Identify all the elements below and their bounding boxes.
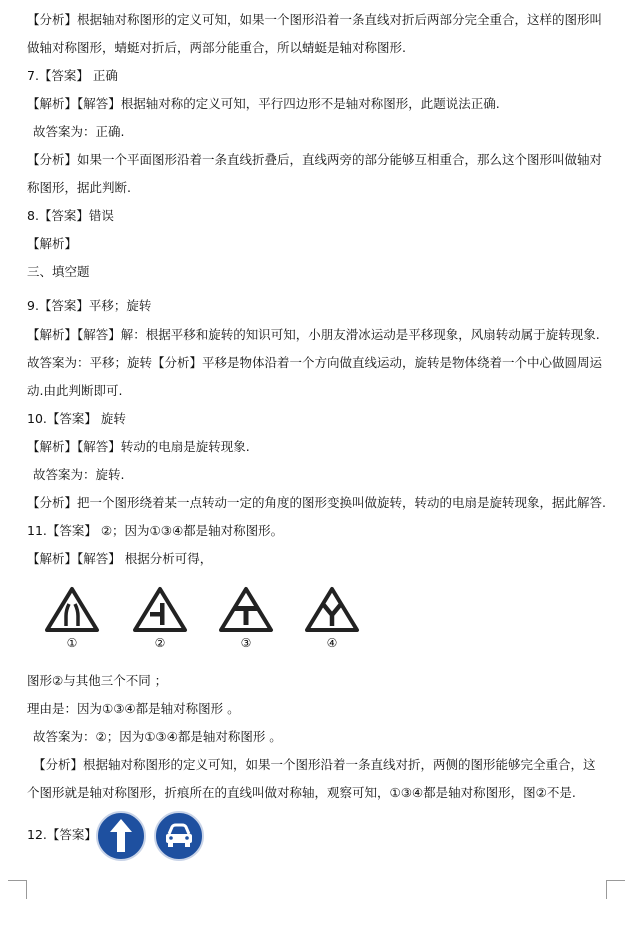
answer-sign-2	[153, 810, 205, 862]
sign-figure-2	[128, 586, 192, 650]
car-sign-icon	[153, 810, 205, 862]
sign-label-2: ②	[154, 636, 166, 650]
text-line-7: 称图形，据此判断.	[27, 180, 131, 195]
sign-figure-4	[300, 586, 364, 650]
narrow-road-sign-icon	[44, 586, 100, 634]
crop-mark-left	[8, 880, 27, 899]
text-line-24: 【分析】根据轴对称图形的定义可知，如果一个图形沿着一条直线对折，两侧的图形能够完全重合，这	[33, 757, 596, 772]
text-line-17: 故答案为：旋转.	[33, 467, 125, 482]
text-line-11: 9.【答案】平移；旋转	[27, 298, 152, 313]
text-line-16: 【解析】【解答】转动的电扇是旋转现象.	[27, 439, 250, 454]
text-line-5: 故答案为：正确.	[33, 124, 125, 139]
sign-label-1: ①	[66, 636, 78, 650]
side-road-sign-icon	[132, 586, 188, 634]
straight-ahead-sign-icon	[95, 810, 147, 862]
y-junction-sign-icon	[304, 586, 360, 634]
crop-mark-right	[606, 880, 625, 899]
text-line-20: 【解析】【解答】 根据分析可得，	[27, 551, 213, 566]
text-line-21: 图形②与其他三个不同 ；	[27, 673, 168, 688]
text-line-4: 【解析】【解答】根据轴对称的定义可知，平行四边形不是轴对称图形，此题说法正确.	[27, 96, 500, 111]
text-line-9: 【解析】	[27, 236, 78, 251]
text-line-18: 【分析】把一个图形绕着某一点转动一定的角度的图形变换叫做旋转，转动的电扇是旋转现象，据此解答.	[27, 495, 606, 510]
t-junction-sign-icon	[218, 586, 274, 634]
text-line-1: 【分析】根据轴对称图形的定义可知，如果一个图形沿着一条直线对折后两部分完全重合，这样的图形叫	[27, 12, 603, 27]
sign-figure-1	[40, 586, 104, 650]
text-line-3: 7.【答案】 正确	[27, 68, 118, 83]
sign-label-4: ④	[326, 636, 338, 650]
text-line-22: 理由是：因为①③④都是轴对称图形 。	[27, 701, 240, 716]
text-line-8: 8.【答案】错误	[27, 208, 114, 223]
text-line-13: 故答案为：平移；旋转【分析】平移是物体沿着一个方向做直线运动，旋转是物体绕着一个中心做圆周运	[27, 355, 603, 370]
text-line-26: 12.【答案】	[27, 827, 97, 842]
section-heading: 三、填空题	[27, 264, 90, 279]
text-line-25: 个图形就是轴对称图形，折痕所在的直线叫做对称轴，观察可知，①③④都是轴对称图形，图②不是.	[27, 785, 576, 800]
text-line-6: 【分析】如果一个平面图形沿着一条直线折叠后，直线两旁的部分能够互相重合，那么这个图形叫做轴对	[27, 152, 603, 167]
text-line-23: 故答案为：②；因为①③④都是轴对称图形 。	[33, 729, 282, 744]
text-line-14: 动.由此判断即可.	[27, 383, 123, 398]
answer-sign-1	[95, 810, 147, 862]
sign-label-3: ③	[240, 636, 252, 650]
text-line-12: 【解析】【解答】解：根据平移和旋转的知识可知，小朋友滑冰运动是平移现象，风扇转动属于旋转现象.	[27, 327, 600, 342]
text-line-15: 10.【答案】 旋转	[27, 411, 126, 426]
text-line-2: 做轴对称图形，蜻蜓对折后，两部分能重合，所以蜻蜓是轴对称图形.	[27, 40, 406, 55]
sign-figure-3	[214, 586, 278, 650]
text-line-19: 11.【答案】 ②；因为①③④都是轴对称图形。	[27, 523, 284, 538]
